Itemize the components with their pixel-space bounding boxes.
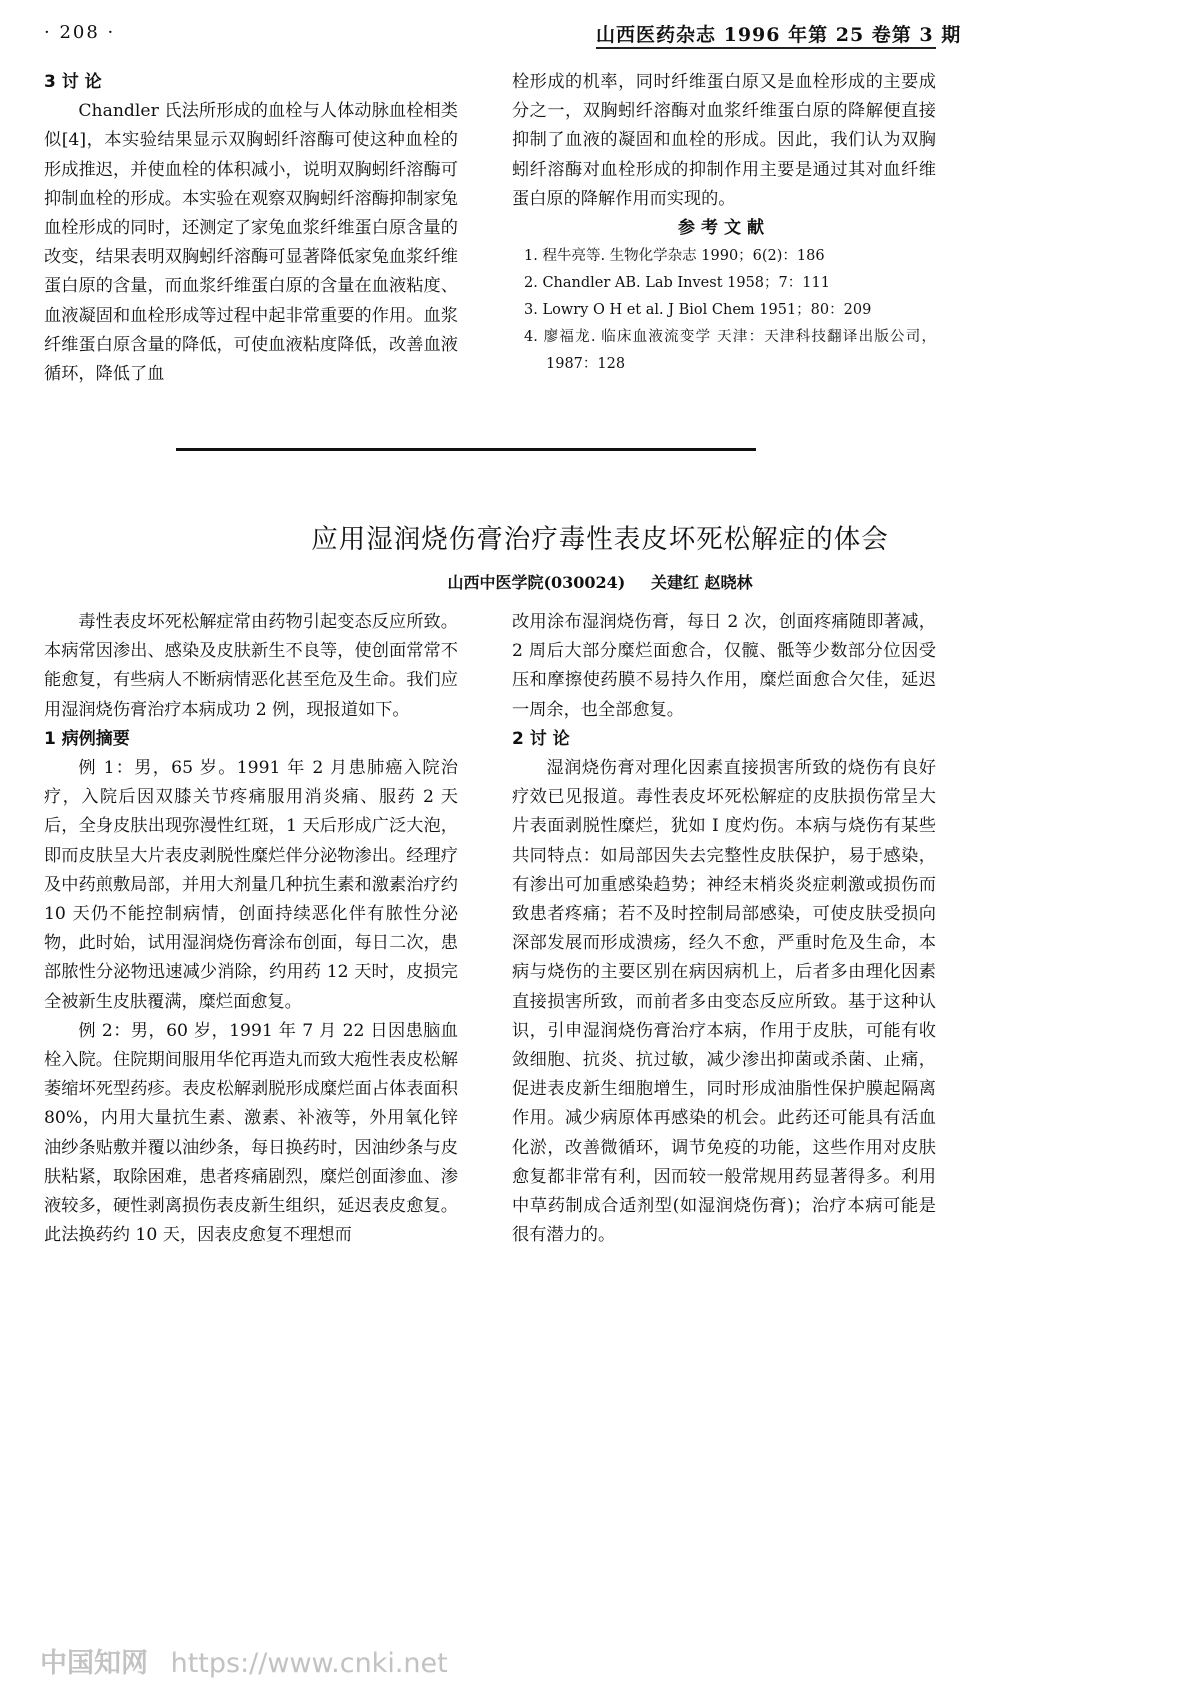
article-title: 应用湿润烧伤膏治疗毒性表皮坏死松解症的体会 — [311, 524, 889, 555]
case-2-paragraph: 例 2：男，60 岁，1991 年 7 月 22 日因患脑血栓入院。住院期间服用华佗再造丸而致大疱性表皮松解萎缩坏死型药疹。表皮松解剥脱形成糜烂面占体表面积 80%，内用大量抗生素、激素、补液等，外用氧化锌油纱条贴敷并覆以油纱条，每日换药时，因油纱条与皮肤粘紧，取除困难，患者疼痛剧烈，糜烂创面渗血、渗液较多，硬性剥离损伤表皮新生组织，延迟表皮愈复。此法换药约 10 天，因表皮愈复不理想而 — [44, 1020, 458, 1246]
section-heading-cases: 1 病例摘要 — [44, 728, 130, 749]
discussion-paragraph: 湿润烧伤膏对理化因素直接损害所致的烧伤有良好疗效已见报道。毒性表皮坏死松解症的皮肤损伤常呈大片表面剥脱性糜烂，犹如 I 度灼伤。本病与烧伤有某些共同特点：如局部因失去完整性皮肤保护，易于感染，有渗出可加重感染趋势；神经末梢炎炎症刺激或损伤而致患者疼痛；若不及时控制局部感染，可使皮肤受损向深部发展而形成溃疡，经久不愈，严重时危及生命，本病与烧伤的主要区别在病因病机上，后者多由理化因素直接损害所致，而前者多由变态反应所致。基于这种认识，引申湿润烧伤膏治疗本病，作用于皮肤，可能有收敛细胞、抗炎、抗过敏，减少渗出抑菌或杀菌、止痛，促进表皮新生细胞增生，同时形成油脂性保护膜起隔离作用。减少病原体再感染的机会。此药还可能具有活血化淤，改善微循环，调节免疫的功能，这些作用对皮肤愈复都非常有利，因而较一般常规用药显著得多。利用中草药制成合适剂型(如湿润烧伤膏)；治疗本病可能是很有潜力的。 — [512, 758, 936, 1246]
article-right-column — [512, 608, 936, 1250]
reference-item: 2. Chandler AB. Lab Invest 1958；7：111 — [524, 275, 830, 292]
intro-paragraph: 毒性表皮坏死松解症常由药物引起变态反应所致。本病常因渗出、感染及皮肤新生不良等，使创面常常不能愈复，有些病人不断病情恶化甚至危及生命。我们应用湿润烧伤膏治疗本病成功 2 例，现报道如下。 — [44, 612, 458, 720]
prev-article-paragraph: Chandler 氏法所形成的血栓与人体动脉血栓相类似[4]，本实验结果显示双胸蚓纤溶酶可使这种血栓的形成推迟，并使血栓的体积减小，说明双胸蚓纤溶酶可抑制血栓的形成。本实验在观察双胸蚓纤溶酶抑制家兔血栓形成的同时，还测定了家兔血浆纤维蛋白原含量的改变，结果表明双胸蚓纤溶酶可显著降低家兔血浆纤维蛋白原的含量，而血浆纤维蛋白原的含量在血液粘度、血液凝固和血栓形成等过程中起非常重要的作用。血浆纤维蛋白原含量的降低，可使血液粘度降低，改善血液循环，降低了血 — [44, 101, 458, 385]
section-heading-discussion-prev: 3 讨 论 — [44, 72, 102, 92]
prev-article-paragraph-continued: 栓形成的机率，同时纤维蛋白原又是血栓形成的主要成分之一，双胸蚓纤溶酶对血浆纤维蛋白原的降解便直接抑制了血液的凝固和血栓的形成。因此，我们认为双胸蚓纤溶酶对血栓形成的抑制作用主要是通过其对血纤维蛋白原的降解作用而实现的。 — [512, 72, 936, 209]
cnki-watermark — [40, 1641, 448, 1680]
references-title: 参考文献 — [678, 218, 770, 239]
header-rule — [596, 47, 936, 49]
section-heading-discussion: 2 讨 论 — [512, 728, 570, 749]
prev-article-right-column — [512, 68, 936, 378]
affiliation: 山西中医学院(030024) — [447, 573, 626, 592]
journal-header: 山西医药杂志 1996 年第 25 卷第 3 期 — [596, 24, 962, 46]
references-list — [512, 243, 936, 378]
article-left-column — [44, 608, 458, 1250]
article-divider — [176, 448, 756, 451]
watermark-brand: 中国知网 — [40, 1648, 148, 1679]
reference-item: 3. Lowry O H et al. J Biol Chem 1951；80：209 — [524, 302, 872, 319]
article-byline — [0, 570, 1200, 593]
case-2-continued: 改用涂布湿润烧伤膏，每日 2 次，创面疼痛随即著减，2 周后大部分糜烂面愈合，仅髋、骶等少数部分位因受压和摩擦使药膜不易持久作用，糜烂面愈合欠佳，延迟一周余，也全部愈复。 — [512, 612, 936, 720]
case-1-paragraph: 例 1：男，65 岁。1991 年 2 月患肺癌入院治疗，入院后因双膝关节疼痛服用消炎痛、服药 2 天后，全身皮肤出现弥漫性红斑，1 天后形成广泛大泡，即而皮肤呈大片表皮剥脱性糜烂伴分泌物渗出。经理疗及中药煎敷局部，并用大剂量几种抗生素和激素治疗约 10 天仍不能控制病情，创面持续恶化伴有脓性分泌物，此时始，试用湿润烧伤膏涂布创面，每日二次，患部脓性分泌物迅速减少消除，约用药 12 天时，皮损完全被新生皮肤覆满，糜烂面愈复。 — [44, 758, 458, 1012]
prev-article-left-column — [44, 68, 458, 389]
watermark-url: https://www.cnki.net — [170, 1648, 448, 1679]
reference-item: 4. 廖福龙. 临床血液流变学 天津：天津科技翻译出版公司，1987：128 — [524, 329, 936, 373]
reference-item: 1. 程牛亮等. 生物化学杂志 1990；6(2)：186 — [524, 248, 825, 265]
authors: 关建红 赵晓林 — [650, 573, 753, 592]
page-number: · 208 · — [44, 22, 116, 43]
